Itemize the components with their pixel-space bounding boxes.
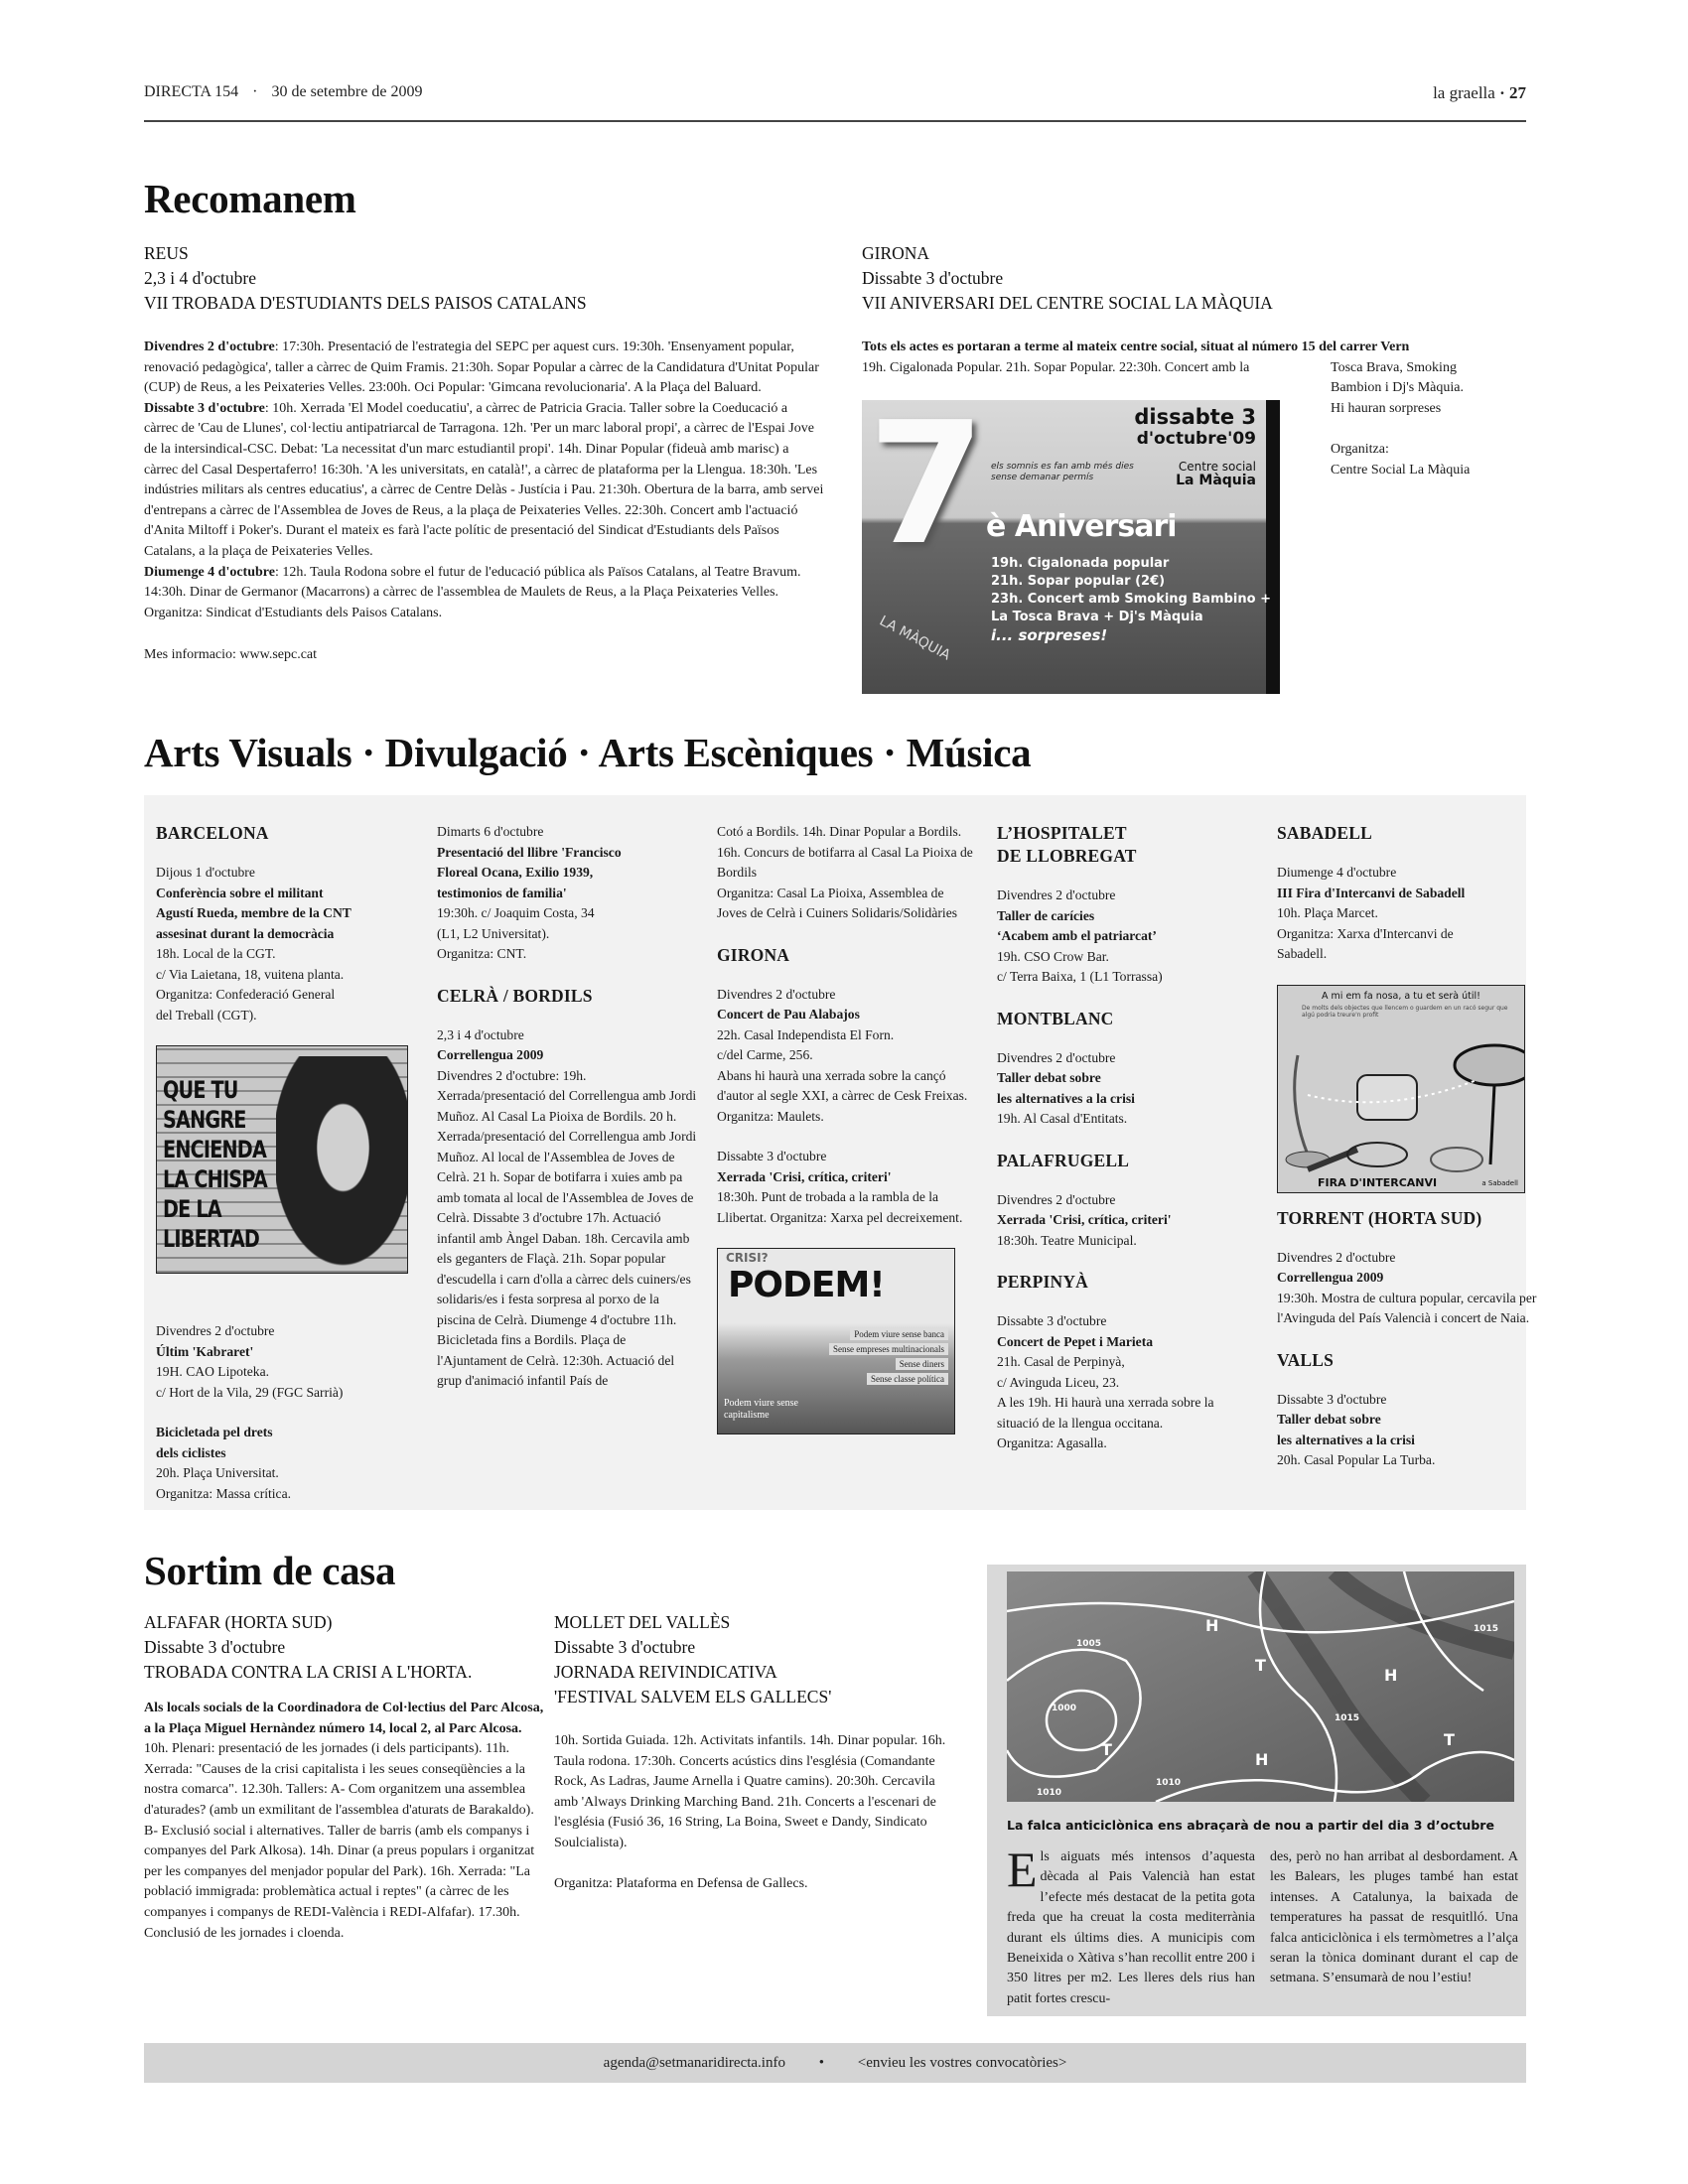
- event-title: Correllengua 2009: [1277, 1270, 1384, 1285]
- event-title: Últim 'Kabraret': [156, 1343, 254, 1359]
- portrait-silhouette: [276, 1056, 408, 1274]
- side-line: Hi hauran sorpreses: [1331, 400, 1442, 416]
- image-lettering: Podem viure sense banca: [850, 1328, 948, 1340]
- image-lettering: SANGRE: [163, 1106, 246, 1134]
- issue-date: 30 de setembre de 2009: [271, 83, 423, 100]
- poster-date-line: d'octubre'09: [1136, 429, 1256, 449]
- event-details: 19H. CAO Lipoteka. c/ Hort de la Vila, 29 (FGC Sarrià): [156, 1364, 344, 1400]
- event-title: Taller debat sobre les alternatives a la crisi: [1277, 1412, 1415, 1447]
- event-title: Taller de carícies ‘Acabem amb el patriarcat’: [997, 907, 1157, 943]
- article-city: GIRONA: [862, 243, 930, 263]
- footer-note: <envieu les vostres convocatòries>: [857, 2055, 1067, 2071]
- weather-box: [987, 1565, 1526, 2016]
- listing-column: [997, 822, 1257, 1474]
- city-heading: BARCELONA: [156, 823, 269, 843]
- article-title: JORNADA REIVINDICATIVA 'FESTIVAL SALVEM ELS GALLECS': [554, 1662, 832, 1706]
- article-body: 10h. Sortida Guiada. 12h. Activitats infantils. 14h. Dinar popular. 16h. Taula rodona. 17:30h. Concerts acústics dins l'església (Comandante Rock, As Ladras, Jaume Arnella i Quatre camins). 20:30h. Cercavila amb 'Always Drinking Marching Band. 21h. Concerts a l'escenari de l'església (Fusió 36, 16 String, La Boina, Sweet e Dandy, Sindicato Soulcialista).: [554, 1733, 946, 1850]
- poster-venue-line: La Màquia: [1176, 473, 1256, 488]
- article-body: [144, 338, 824, 666]
- event-item: [717, 822, 977, 924]
- poster-line: 23h. Concert amb Smoking Bambino +: [991, 592, 1271, 607]
- event-details: 10h. Plaça Marcet. Organitza: Xarxa d'Intercanvi de Sabadell.: [1277, 905, 1454, 961]
- article-title: TROBADA CONTRA LA CRISI A L'HORTA.: [144, 1662, 473, 1682]
- aniversari-poster-image: [862, 400, 1280, 694]
- weather-text: ls aiguats més intensos d’aquesta dècada al Pais Valencià han estat l’efecte més destacat de la petita gota freda que ha creuat la costa mediterrània durant els últims dies. A municipis com Beneixida o Xàtiva s’han recollit entre 200 i 350 litres per m2. Les lleres dels rius han patit fortes crescu-: [1007, 1849, 1255, 2006]
- image-lettering: LIBERTAD: [163, 1225, 260, 1253]
- event-details: Divendres 2 d'octubre: 19h. Xerrada/presentació del Correllengua amb Jordi Muñoz. Al Casal La Pioixa de Bordils. 20 h. Xerrada/presentació del Correllengua amb Jordi Muñoz. Al local de l'Assemblea de Joves de Celrà. 21 h. Sopar de botifarra i xuies amb pa amb tomata al local de l'Assemblea de Joves de Celrà. Dissabte 3 d'octubre 17h. Actuació infantil amb Àngel Daban. 18h. Cercavila amb els geganters de Flaçà. 21h. Sopar popular d'escudella i carn d'olla a càrrec dels cuiners/es solidaris/es i festa sorpresa al porxo de la piscina de Celrà. Diumenge 4 d'octubre 11h. Bicicletada fins a Bordils. Plaça de l'Ajuntament de Celrà. 12:30h. Actuació del grup d'animació infantil País de: [437, 1067, 697, 1388]
- event-item: [997, 1190, 1257, 1252]
- image-lettering: LA CHISPA: [163, 1165, 267, 1193]
- poster-date: [1134, 406, 1256, 450]
- isobar-label: 1000: [1052, 1704, 1077, 1713]
- weather-map-image: [1007, 1571, 1514, 1802]
- pressure-center-label: T: [1444, 1730, 1455, 1749]
- event-details: 19h. CSO Crow Bar. c/ Terra Baixa, 1 (L1 Torrassa): [997, 948, 1163, 984]
- event-date: Dijous 1 d'octubre: [156, 865, 255, 880]
- running-header-left: [144, 83, 422, 101]
- event-details: 18:30h. Teatre Municipal.: [997, 1232, 1137, 1248]
- side-line: Bambion i Dj's Màquia.: [1331, 380, 1464, 396]
- household-objects-sketch: [1278, 1025, 1524, 1174]
- header-separator: ·: [252, 83, 258, 100]
- image-lettering: A mi em fa nosa, a tu et serà útil!: [1322, 990, 1480, 1002]
- event-date: Divendres 2 d'octubre: [997, 1191, 1116, 1207]
- mollet-article: [554, 1610, 961, 1894]
- poster-side-strip: [1266, 400, 1280, 694]
- side-line: [1331, 419, 1529, 440]
- image-lettering: FIRA D'INTERCANVI: [1318, 1175, 1438, 1189]
- drop-cap: E: [1007, 1842, 1038, 1897]
- side-line: Centre Social La Màquia: [1331, 462, 1471, 478]
- poster-schedule: [991, 555, 1271, 644]
- poster-line: 19h. Cigalonada popular: [991, 556, 1170, 571]
- mural-image: [156, 1045, 408, 1274]
- image-lettering: CRISI?: [726, 1251, 769, 1265]
- pressure-center-label: H: [1255, 1750, 1269, 1769]
- article-body: 10h. Plenari: presentació de les jornades (i dels participants). 11h. Xerrada: "Causes de la crisi capitalista i les seues conseqüències a la nostra comarca". 12.30h. Tallers: A- Com organitzem una assemblea d'aturades? (amb un exmilitant de l'assemblea d'aturats de Barakaldo). B- Exclusió social i alternatives. Taller de barris (amb els companys i companyes del Park Alkosa). 14h. Dinar (a preus populars i organitzat per les companyes del menjador popular del Park). 16h. Xerrada: "La població immigrada: problemàtica actual i reptes" (a càrrec de les companyes i companys de REDI-València i REDI-Alfafar). 17.30h. Conclusió de les jornades i cloenda.: [144, 1741, 535, 1941]
- event-item: [437, 1025, 697, 1392]
- article-date: Dissabte 3 d'octubre: [862, 268, 1004, 288]
- day-text: : 12h. Taula Rodona sobre el futur de l'educació pública als Països Catalans, al Teatre Bravum. 14:30h. Dinar de Germanor (Macarrons) a càrrec de l'assemblea de Maulets de Reus, a la Plaça Peixateries Velles. Organitza: Sindicat d'Estudiants dels Paisos Catalans.: [144, 564, 801, 620]
- article-schedule: 19h. Cigalonada Popular. 21h. Sopar Popular. 22:30h. Concert amb la: [862, 359, 1250, 375]
- image-lettering: ENCIENDA: [163, 1136, 266, 1163]
- poster-line: La Tosca Brava + Dj's Màquia: [991, 610, 1203, 624]
- event-title: Xerrada 'Crisi, crítica, criteri': [717, 1168, 892, 1184]
- event-title: Concert de Pepet i Marieta: [997, 1333, 1154, 1349]
- image-lettering: DE LA: [163, 1195, 221, 1223]
- section-title-recomanem: Recomanem: [144, 176, 356, 221]
- event-item: [156, 863, 416, 1025]
- event-item: [156, 1423, 416, 1504]
- poster-big-seven: 7: [868, 400, 986, 583]
- reus-article: [144, 241, 824, 666]
- header-rule: [144, 120, 1526, 122]
- image-lettering: QUE TU: [163, 1076, 238, 1104]
- day-label: Divendres 2 d'octubre: [144, 340, 275, 354]
- image-lettering: PODEM!: [728, 1265, 885, 1305]
- event-details: 19h. Al Casal d'Entitats.: [997, 1111, 1128, 1126]
- event-date: Dissabte 3 d'octubre: [717, 1149, 827, 1163]
- article-lead: Tots els actes es portaran a terme al mateix centre social, situat al número 15 del carrer Vern: [862, 340, 1410, 354]
- image-lettering: a Sabadell: [1481, 1178, 1518, 1187]
- event-date: Diumenge 4 d'octubre: [1277, 865, 1397, 880]
- podem-image: [717, 1248, 955, 1434]
- article-date: Dissabte 3 d'octubre: [554, 1637, 696, 1657]
- pressure-center-label: T: [1255, 1656, 1266, 1675]
- event-item: [997, 1311, 1257, 1454]
- city-heading: VALLS: [1277, 1349, 1335, 1370]
- article-title: VII TROBADA D'ESTUDIANTS DELS PAISOS CATALANS: [144, 293, 587, 313]
- event-item: [997, 1048, 1257, 1130]
- pressure-center-label: H: [1205, 1616, 1219, 1635]
- event-details: 19:30h. Mostra de cultura popular, cercavila per l'Avinguda del País Valencià i concert de Naia.: [1277, 1290, 1537, 1325]
- event-title: Concert de Pau Alabajos: [717, 1007, 860, 1022]
- day-text: : 10h. Xerrada 'El Model coeducatiu', a càrrec de Patricia Gracia. Taller sobre la Coeducació a càrrec de 'Cau de Llunes', col·lectiu antipatriarcal de Tarragona. 12h. 'Per un marc laboral propi', a càrrec de l'Espai Jove de la intersindical-CSC. Debat: 'La necessitat d'un marc estudiantil propi'. 14h. Dinar Popular (fideuà amb marisc) a càrrec del Casal Despertaferro! 16:30h. 'A les universitats, en català!', a càrrec de plataforma per la Llengua. 18:30h. 'Les indústries militars als centres educatius', a càrrec de Centre Delàs - Justícia i Pau. 21:30h. Obertura de la barra, amb servei d'entrepans a càrrec de l'Assemblea de Joves de Reus, a la plaça de Peixateries Velles. 22:30h. Concert amb l'actuació d'Anita Miltoff i Poker's. Durant el mateix es farà l'acte polític de presentació del Sindicat d'Estudiants dels Països Catalans, a la plaça de Peixateries Velles.: [144, 400, 824, 559]
- day-paragraph: [144, 563, 824, 624]
- event-details: 20h. Casal Popular La Turba.: [1277, 1452, 1436, 1467]
- image-lettering: Sense empreses multinacionals: [829, 1343, 948, 1355]
- poster-ordinal: è: [986, 509, 1006, 544]
- girona-side-text: [1331, 358, 1529, 481]
- event-date: Divendres 2 d'octubre: [717, 986, 836, 1002]
- image-lettering: De molts dels objectes que llencem o guardem en un racó segur que algú podria treure'n profit: [1302, 1004, 1508, 1019]
- day-label: Diumenge 4 d'octubre: [144, 564, 275, 580]
- image-lettering: Sense diners: [896, 1358, 948, 1370]
- pressure-center-label: T: [1101, 1740, 1112, 1759]
- poster-line: 21h. Sopar popular (2€): [991, 574, 1166, 589]
- city-heading: CELRÀ / BORDILS: [437, 985, 593, 1006]
- event-date: Dissabte 3 d'octubre: [997, 1313, 1107, 1328]
- events-listing-box: [144, 795, 1537, 1510]
- day-label: Dissabte 3 d'octubre: [144, 400, 265, 416]
- poster-venue-line: Centre social: [1178, 460, 1256, 474]
- event-details: 22h. Casal Independista El Forn. c/del Carme, 256. Abans hi haurà una xerrada sobre la cançó d'autor al segle XXI, a càrrec de Cesk Freixas. Organitza: Maulets.: [717, 1026, 968, 1124]
- article-city: REUS: [144, 243, 189, 263]
- article-title: VII ANIVERSARI DEL CENTRE SOCIAL LA MÀQUIA: [862, 293, 1273, 313]
- poster-headline-text: Aniversari: [1014, 509, 1177, 544]
- article-city: MOLLET DEL VALLÈS: [554, 1612, 731, 1632]
- article-organizer: Organitza: Plataforma en Defensa de Gallecs.: [554, 1875, 808, 1891]
- image-lettering: Podem viure sense capitalisme: [724, 1398, 798, 1421]
- side-line: Tosca Brava, Smoking: [1331, 359, 1457, 375]
- footer-bar: [144, 2043, 1526, 2083]
- publication-issue: DIRECTA 154: [144, 83, 239, 100]
- event-date: Divendres 2 d'octubre: [997, 887, 1116, 902]
- article-date: 2,3 i 4 d'octubre: [144, 268, 256, 288]
- event-item: [1277, 1390, 1537, 1471]
- event-date: Divendres 2 d'octubre: [997, 1049, 1116, 1065]
- article-date: Dissabte 3 d'octubre: [144, 1637, 286, 1657]
- city-heading: TORRENT (HORTA SUD): [1277, 1207, 1482, 1228]
- city-heading: PERPINYÀ: [997, 1272, 1089, 1292]
- event-title: Presentació del llibre 'Francisco Floreal Ocana, Exilio 1939, testimonios de familia': [437, 844, 622, 900]
- event-date: Dimarts 6 d'octubre: [437, 824, 544, 839]
- poster-motto: els somnis es fan amb més dies sense demanar permís: [991, 462, 1134, 482]
- event-item: [1277, 863, 1537, 965]
- article-city: ALFAFAR (HORTA SUD): [144, 1612, 333, 1632]
- isobar-label: 1010: [1156, 1778, 1182, 1788]
- listing-column: [1277, 822, 1537, 1491]
- weather-caption: La falca anticiclònica ens abraçarà de nou a partir del dia 3 d’octubre: [1007, 1818, 1494, 1833]
- isobar-label: 1005: [1076, 1639, 1102, 1649]
- day-text: : 17:30h. Presentació de l'estrategia del SEPC per aquest curs. 19:30h. 'Ensenyament popular, renovació pedagògica', taller a càrrec de Quim Framis. 21:30h. Sopar Popular a càrrec de la Candidatura d'Unitat Popular (CUP) de Reus, a les Peixateries Velles. 23:00h. Oci Popular: 'Gimcana revolucionaria'. A la Plaça del Baluard.: [144, 340, 819, 396]
- article-lead: Als locals socials de la Coordinadora de Col·lectius del Parc Alcosa, a la Plaça Miguel Hernàndez número 14, local 2, al Parc Alcosa.: [144, 1701, 544, 1736]
- city-heading: GIRONA: [717, 944, 790, 965]
- listing-column: [437, 822, 697, 1412]
- poster-line: i... sorpreses!: [991, 626, 1108, 644]
- alfafar-article: [144, 1610, 546, 1944]
- event-date: 2,3 i 4 d'octubre: [437, 1026, 524, 1042]
- event-item: [156, 1321, 416, 1403]
- event-details: 21h. Casal de Perpinyà, c/ Avinguda Liceu, 23. A les 19h. Hi haurà una xerrada sobre la situació de la llengua occitana. Organitza: Agasalla.: [997, 1354, 1214, 1450]
- poster-stamp: LA MÀQUIA: [876, 613, 953, 664]
- event-title: Conferència sobre el militant Agustí Rueda, membre de la CNT assesinat durant la democràcia: [156, 885, 352, 941]
- event-item: [717, 1147, 977, 1228]
- side-line: Organitza:: [1331, 441, 1389, 457]
- city-heading: SABADELL: [1277, 823, 1372, 843]
- event-item: [717, 985, 977, 1128]
- event-date: Divendres 2 d'octubre: [1277, 1249, 1396, 1265]
- pressure-center-label: H: [1384, 1666, 1398, 1685]
- running-header-right: la graella · 27: [1433, 83, 1526, 102]
- event-title: Bicicletada pel drets dels ciclistes: [156, 1425, 273, 1460]
- city-heading: PALAFRUGELL: [997, 1150, 1130, 1170]
- day-paragraph: [144, 399, 824, 563]
- listing-column: [156, 822, 416, 1524]
- event-details: Cotó a Bordils. 14h. Dinar Popular a Bordils. 16h. Concurs de botifarra al Casal La Pioixa de Bordils Organitza: Casal La Pioixa, Assemblea de Joves de Celrà i Cuiners Solidaris/Solidàries: [717, 824, 973, 920]
- footer-separator: •: [818, 2055, 824, 2071]
- weather-text-col2: des, però no han arribat al desbordament. A les Balears, les pluges també han estat intenses. A Catalunya, la baixada de temperatures ha passat de resquitlló. Una falca anticiclònica i els termòmetres a l’alça seran la tònica dominant durant el cap de setmana. S’ensumarà de nou l’estiu!: [1270, 1849, 1518, 1986]
- city-heading: MONTBLANC: [997, 1008, 1114, 1028]
- event-title: III Fira d'Intercanvi de Sabadell: [1277, 885, 1466, 900]
- weather-text-col1: [1007, 1842, 1255, 2009]
- image-lettering: Sense classe política: [867, 1373, 948, 1385]
- city-heading: L’HOSPITALET DE LLOBREGAT: [997, 823, 1137, 866]
- event-item: [997, 886, 1257, 988]
- event-title: Taller debat sobre les alternatives a la crisi: [997, 1070, 1135, 1106]
- day-paragraph: [144, 338, 824, 399]
- isobar-label: 1010: [1037, 1788, 1062, 1798]
- event-details: 19:30h. c/ Joaquim Costa, 34 (L1, L2 Universitat). Organitza: CNT.: [437, 905, 595, 961]
- event-details: 18h. Local de la CGT. c/ Via Laietana, 18, vuitena planta. Organitza: Confederació General del Treball (CGT).: [156, 946, 345, 1023]
- poster-headline: [986, 509, 1177, 545]
- fira-image: [1277, 985, 1525, 1193]
- event-item: [1277, 1248, 1537, 1329]
- isobar-label: 1015: [1335, 1713, 1360, 1723]
- isobar-label: 1015: [1474, 1624, 1499, 1634]
- event-details: 20h. Plaça Universitat. Organitza: Massa crítica.: [156, 1465, 292, 1501]
- event-item: [437, 822, 697, 965]
- section-name: la graella: [1433, 83, 1495, 102]
- page-number: 27: [1509, 83, 1526, 102]
- listing-column: [717, 822, 977, 1434]
- event-title: Xerrada 'Crisi, crítica, criteri': [997, 1212, 1172, 1227]
- section-title-arts: Arts Visuals · Divulgació · Arts Escèniques · Música: [144, 730, 1032, 775]
- agenda-email-link[interactable]: agenda@setmanaridirecta.info: [603, 2055, 785, 2071]
- event-title: Correllengua 2009: [437, 1047, 544, 1062]
- event-date: Dissabte 3 d'octubre: [1277, 1391, 1387, 1407]
- event-details: 18:30h. Punt de trobada a la rambla de la Llibertat. Organitza: Xarxa pel decreixement.: [717, 1189, 963, 1225]
- poster-venue: [1176, 460, 1256, 487]
- event-date: Divendres 2 d'octubre: [156, 1323, 275, 1338]
- section-title-sortim: Sortim de casa: [144, 1548, 396, 1593]
- poster-date-line: dissabte 3: [1134, 405, 1256, 429]
- more-info-link[interactable]: Mes informacio: www.sepc.cat: [144, 647, 318, 663]
